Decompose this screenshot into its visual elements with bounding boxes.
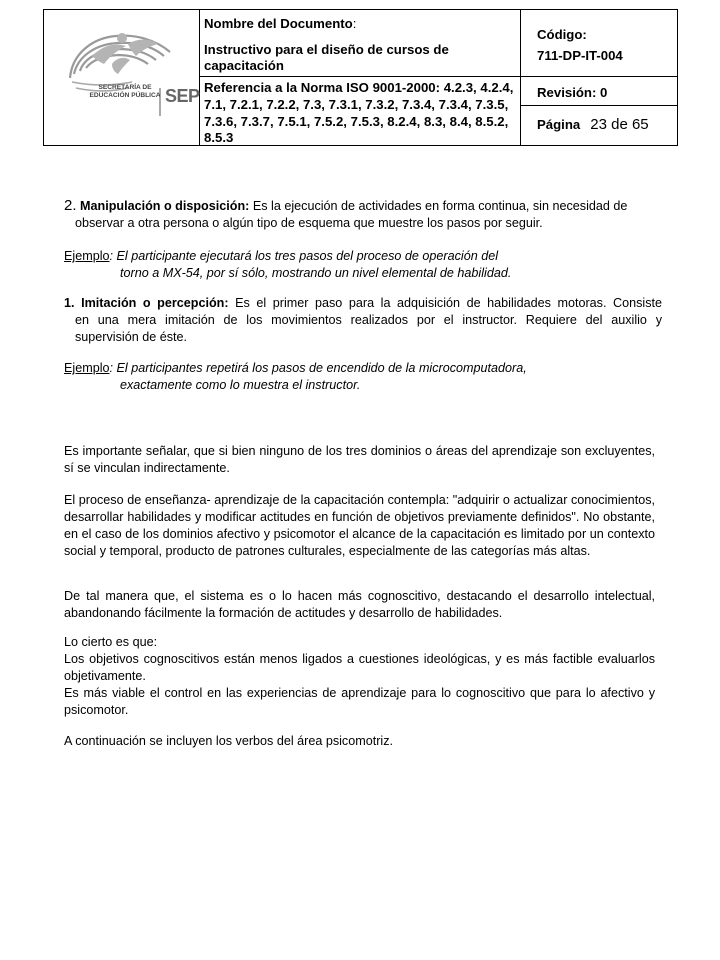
norm-reference: Referencia a la Norma ISO 9001-2000: 4.2.3, 4.2.4, 7.1, 7.2.1, 7.2.2, 7.3, 7.3.1, 7.3.2, 7.3.4, 7.3.4, 7.3.5, 7.3.6, 7.3.7, 7.5.1, 7.5.2, 7.5.3, 8.2.4, 8.3, 8.4, 8.5.2, 8.5.3: [204, 80, 514, 146]
doc-name-cell: [200, 10, 520, 77]
doc-title: Instructivo para el diseño de cursos de capacitación: [204, 42, 449, 73]
paragraph-4: [64, 634, 655, 719]
revision-cell: [521, 77, 677, 106]
item-2-text: Es la ejecución de actividades en forma continua, sin necesidad de: [249, 199, 628, 213]
doc-name-label: Nombre del Documento:: [204, 16, 357, 31]
page-value: 23 de 65: [590, 116, 649, 133]
item-2-title: Manipulación o disposición:: [80, 199, 250, 213]
item-2-text-line2: observar a otra persona o algún tipo de esquema que muestre los pasos por seguir.: [75, 216, 543, 230]
logo-abbreviation: SEP: [165, 86, 200, 106]
item-2-paragraph: [64, 197, 662, 232]
code-cell: [521, 10, 677, 77]
logo-text: SECRETARÍA DE EDUCACIÓN PÚBLICA: [89, 84, 161, 99]
sep-eagle-logo: [52, 16, 192, 136]
logo-cell: [44, 10, 200, 145]
paragraph-2: El proceso de enseñanza- aprendizaje de la capacitación contempla: "adquirir o actualizar conocimientos, desarrollar habilidades y modificar actitudes en función de objetivos previamente definidos". No obstante, en el caso de los dominios afectivo y psicomotor el alcance de la capacitación es limitado por un contexto social y temporal, producto de patrones culturales, especialmente de las categorías más altas.: [64, 493, 655, 558]
code-label: Código:: [537, 27, 587, 42]
example-1-line2: torno a MX-54, por sí sólo, mostrando un nivel elemental de habilidad.: [120, 266, 512, 280]
page-cell: [521, 106, 677, 145]
item-1-text-line2: en una mera imitación de los movimientos realizados por el instructor. Requiere del auxilio y: [75, 313, 662, 327]
document-header: [43, 9, 678, 146]
revision: Revisión: 0: [537, 85, 608, 100]
example-2-line2: exactamente como lo muestra el instructor.: [120, 378, 361, 392]
example-2-line1: : El participantes repetirá los pasos de encendido de la microcomputadora,: [109, 361, 527, 375]
example-1-line1: : El participante ejecutará los tres pasos del proceso de operación del: [109, 249, 499, 263]
paragraph-4-line1: Lo cierto es que:: [64, 635, 158, 649]
page-label: Página: [537, 117, 581, 132]
header-right: [521, 10, 677, 145]
example-2: [64, 360, 662, 394]
paragraph-4-line3: Es más viable el control en las experiencias de aprendizaje para lo cognoscitivo que para lo afectivo y psicomotor.: [64, 686, 655, 717]
item-1-title: 1. Imitación o percepción:: [64, 296, 229, 310]
item-2-number: 2.: [64, 197, 77, 214]
page-number: [537, 117, 649, 133]
item-1-text: Es el primer paso para la adquisición de habilidades motoras. Consiste: [228, 296, 663, 310]
example-2-label: Ejemplo: [64, 361, 110, 375]
paragraph-4-line2: Los objetivos cognoscitivos están menos ligados a cuestiones ideológicas, y es más factible evaluarlos objetivamente.: [64, 652, 655, 683]
paragraph-1: Es importante señalar, que si bien ninguno de los tres dominios o áreas del aprendizaje son excluyentes, sí se vinculan indirectamente.: [64, 444, 655, 475]
item-1-paragraph: [64, 295, 662, 346]
example-1-label: Ejemplo: [64, 249, 110, 263]
norm-reference-cell: [200, 77, 520, 145]
header-middle: [200, 10, 521, 145]
paragraph-5: A continuación se incluyen los verbos del área psicomotriz.: [64, 734, 394, 748]
item-1-text-line3: supervisión de éste.: [75, 330, 188, 344]
code-value: 711-DP-IT-004: [537, 48, 623, 63]
paragraph-3: De tal manera que, el sistema es o lo hacen más cognoscitivo, destacando el desarrollo intelectual, abandonando fácilmente la formación de actitudes y desarrollo de habilidades.: [64, 589, 655, 620]
example-1: [64, 248, 662, 282]
